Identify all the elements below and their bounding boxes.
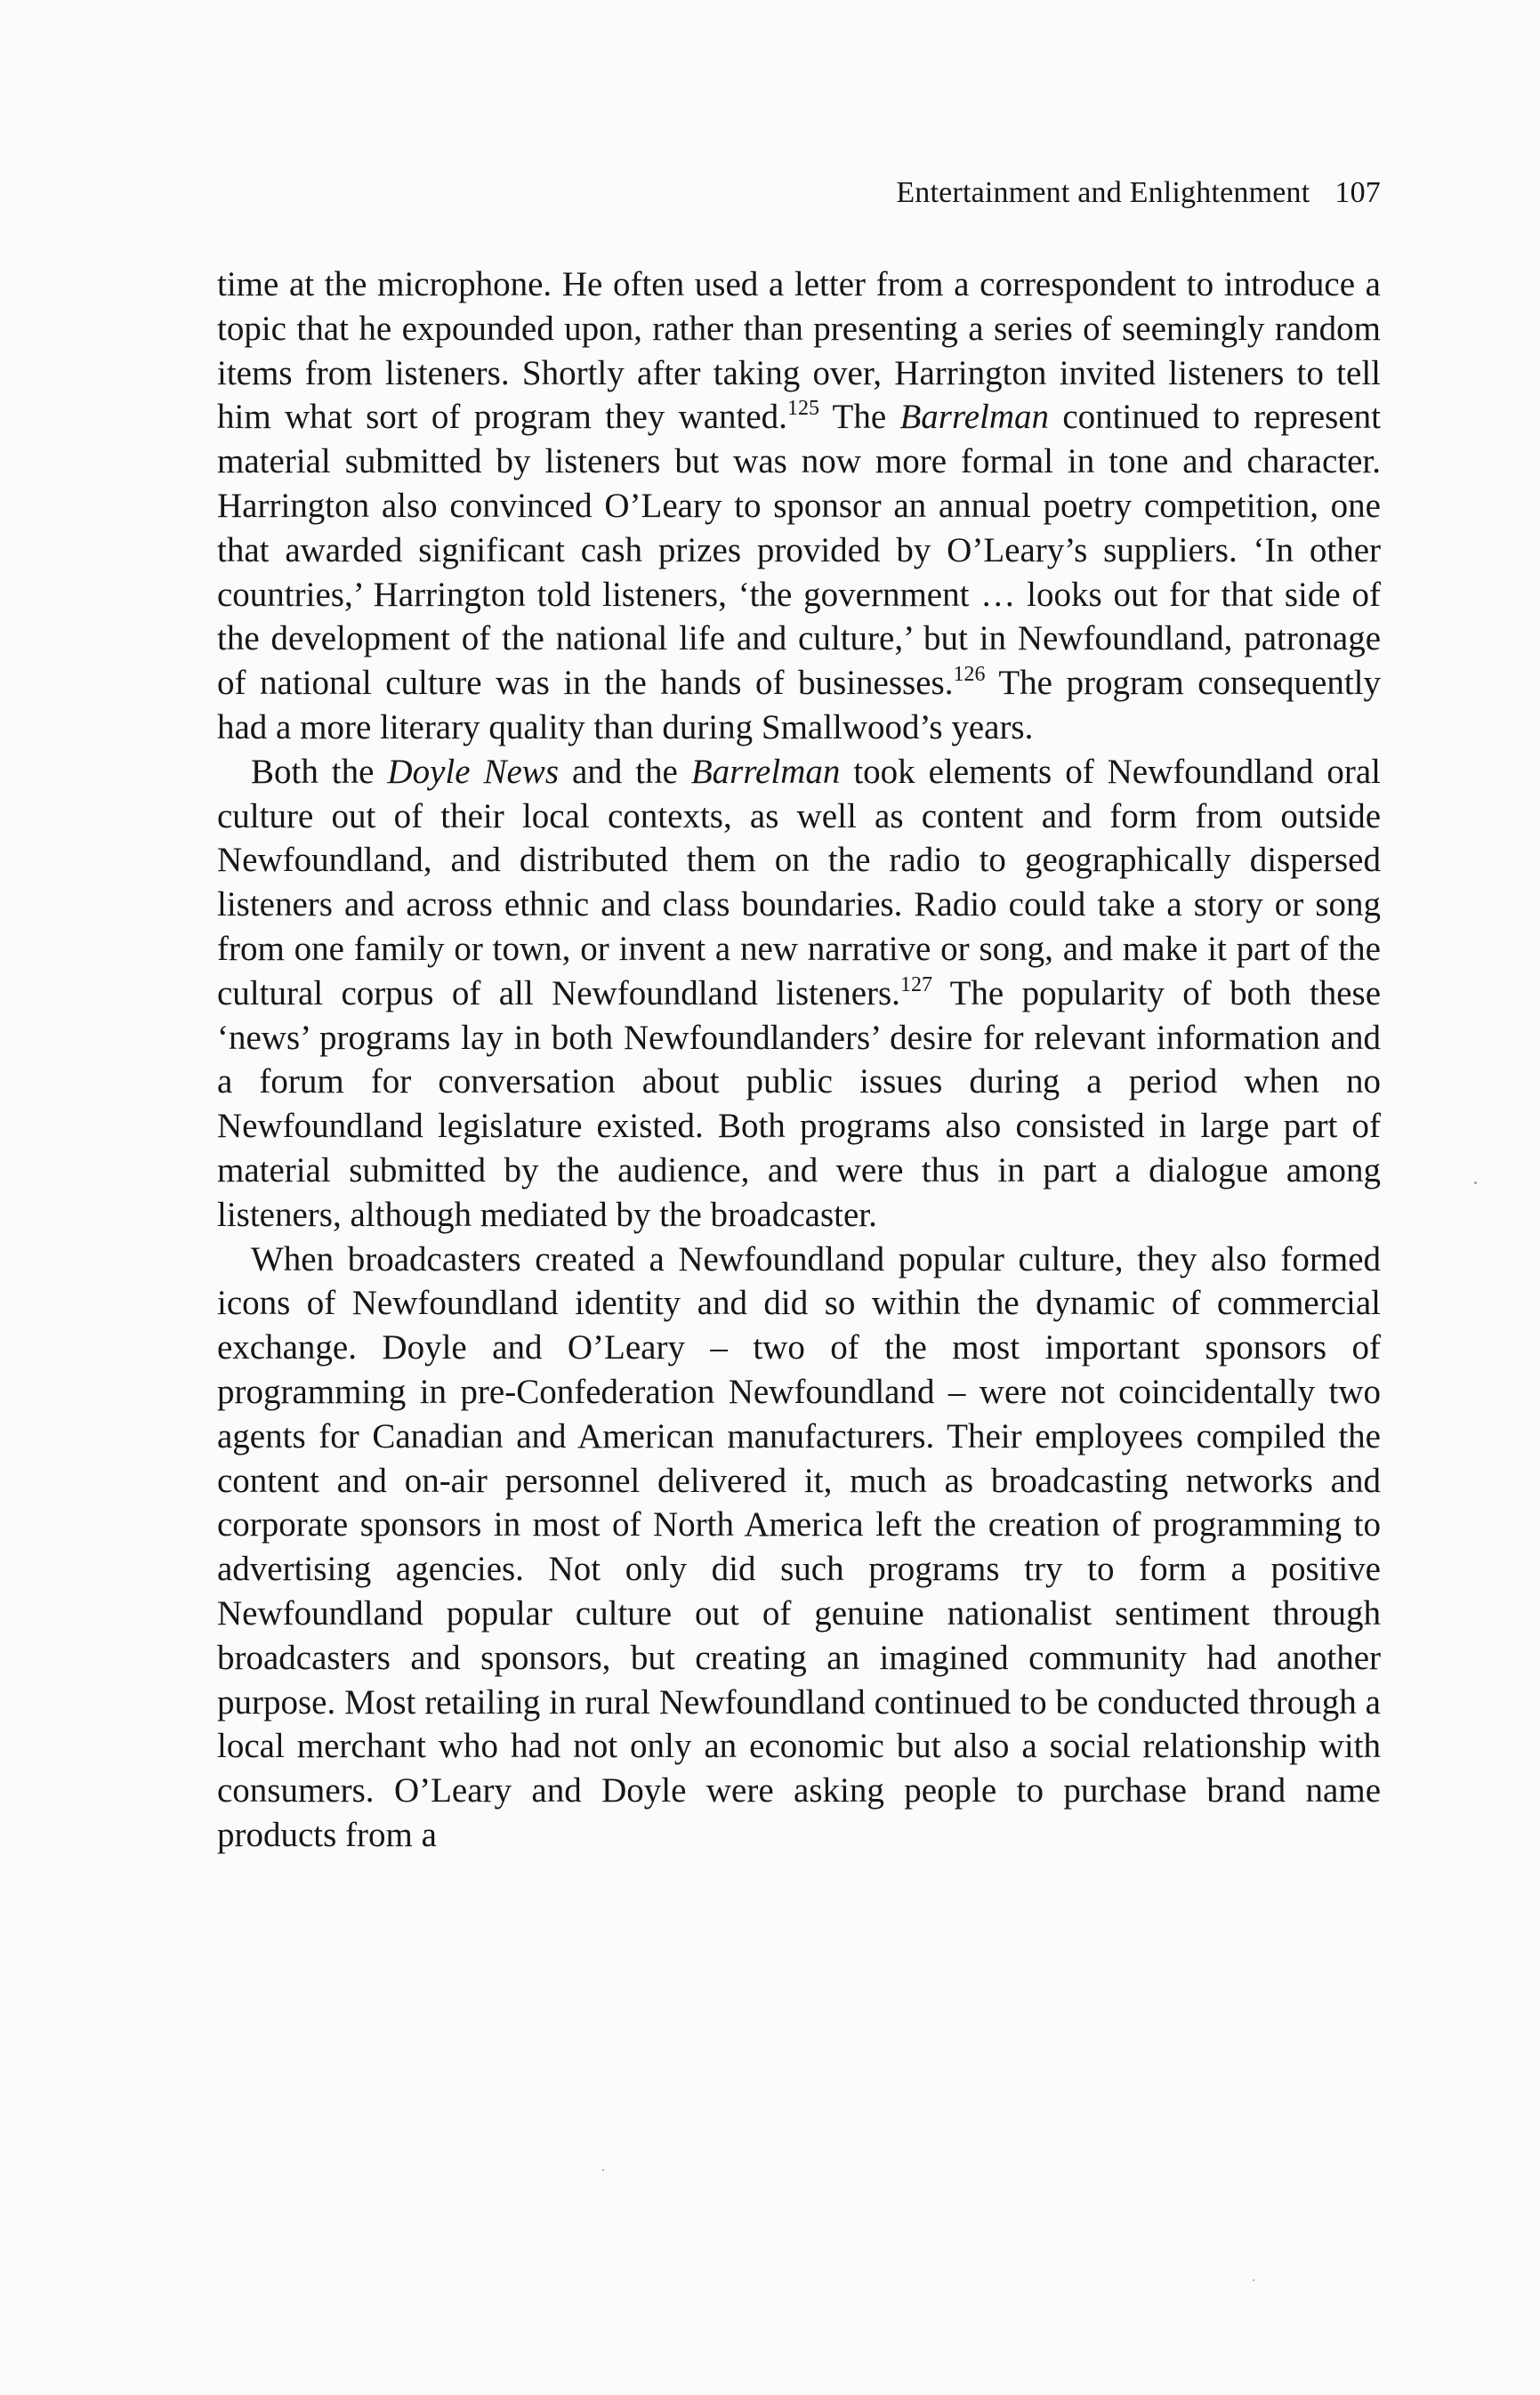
program-title-doyle-news: Doyle News (387, 752, 559, 791)
paragraph-text: When broadcasters created a Newfoundland popular culture, they also formed icons of Newfoundland identity and did so within the dynamic of commercial exchange. Doyle and O’Leary – two of the most important sponsors of programming in pre-Confederation Newfoundland – were not coincidentally two agents for Canadian and American manufacturers. Their employees compiled the content and on-air personnel delivered it, much as broadcasting networks and corporate sponsors in most of North America left the creation of programming to advertising agencies. Not only did such programs try to form a positive Newfoundland popular culture out of genuine nationalist sentiment through broadcasters and sponsors, but creating an imagined community had another purpose. Most retailing in rural Newfoundland continued to be conducted through a local merchant who had not only an economic but also a social relationship with consumers. O’Leary and Doyle were asking people to purchase brand name products from a (217, 1239, 1381, 1854)
paragraph-text: took elements of Newfoundland oral culture out of their local contexts, as well as content and form from outside Newfoundland, and distributed them on the radio to geographically dispersed listeners and across ethnic and class boundaries. Radio could take a story or song from one family or town, or invent a new narrative or song, and make it part of the cultural corpus of all Newfoundland listeners. (217, 752, 1381, 1012)
paragraph-text: The program consequently had a more literary quality than during Smallwood’s years. (217, 664, 1381, 746)
footnote-marker-125: 125 (786, 397, 819, 421)
paragraph-text: time at the microphone. He often used a letter from a correspondent to introduce a topic that he expounded upon, rather than presenting a series of seemingly random items from listeners. Shortly after taking over, Harrington invited listeners to tell him what sort of program they wanted. (217, 265, 1381, 437)
paragraph-text: continued to represent material submitted by listeners but was now more formal in tone and character. Harrington also convinced O’Leary to sponsor an annual poetry competition, one that awarded significant cash prizes provided by O’Leary’s suppliers. ‘In other countries,’ Harrington told listeners, ‘the government … looks out for that side of the development of the national life and culture,’ but in Newfoundland, patronage of national culture was in the hands of businesses. (217, 398, 1381, 703)
paragraph-text: Both the (251, 752, 388, 791)
running-head (217, 176, 1381, 210)
program-title-barrelman: Barrelman (690, 752, 841, 791)
paragraph-text: The (818, 398, 900, 437)
scan-speck (1253, 2279, 1254, 2281)
running-title: Entertainment and Enlightenment (896, 176, 1310, 209)
paragraph-text: and the (559, 752, 691, 791)
footnote-marker-127: 127 (899, 972, 932, 996)
scan-speck (1474, 1181, 1477, 1184)
paragraph-1 (217, 262, 1381, 750)
paragraph-3 (217, 1238, 1381, 1858)
footnote-marker-126: 126 (953, 663, 986, 687)
scan-speck (602, 2169, 604, 2171)
paragraph-text: The popularity of both these ‘news’ programs lay in both Newfoundlanders’ desire for relevant information and a forum for conversation about public issues during a period when no Newfoundland legislature existed. Both programs also consisted in large part of material submitted by the audience, and were thus in part a dialogue among listeners, although mediated by the broadcaster. (217, 973, 1382, 1234)
body-text (217, 262, 1381, 1858)
program-title-barrelman: Barrelman (899, 398, 1050, 437)
page-number: 107 (1334, 176, 1381, 209)
paragraph-2 (217, 750, 1381, 1238)
